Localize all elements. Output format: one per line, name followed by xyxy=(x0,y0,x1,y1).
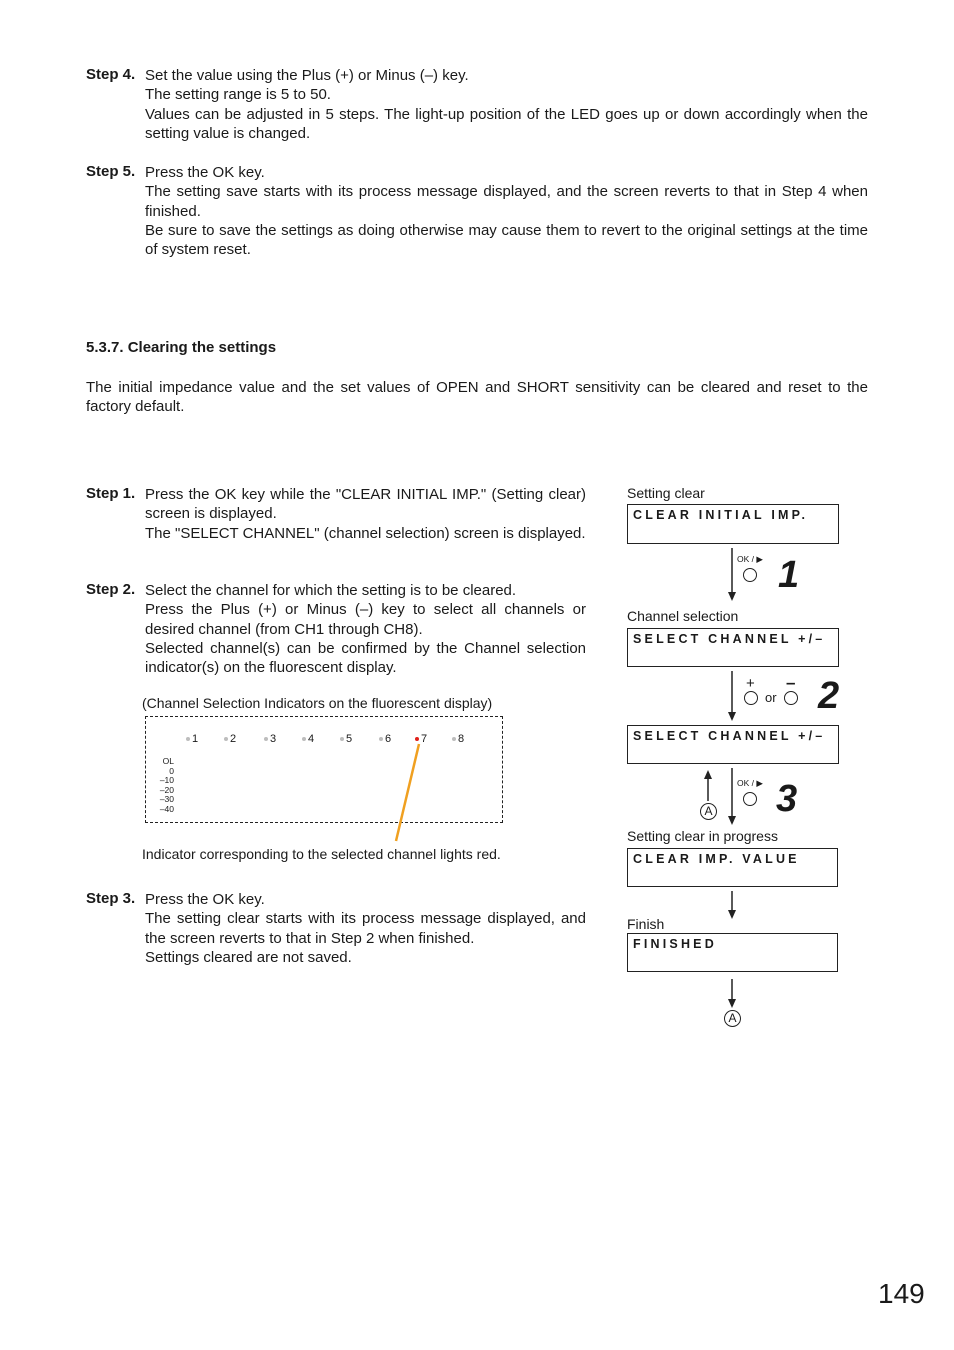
arrowhead-icon xyxy=(728,999,736,1008)
step4-label: Step 4. xyxy=(86,66,136,83)
plus-key-icon xyxy=(744,691,758,705)
level-label: –20 xyxy=(159,784,174,795)
minus-key-label: – xyxy=(786,673,796,692)
ok-key-label: OK / ▶ xyxy=(737,778,763,788)
plus-key-label: + xyxy=(746,675,755,692)
lcd-screen-select-channel-2: SELECT CHANNEL +/– xyxy=(627,725,839,764)
lcd-screen-finished: FINISHED xyxy=(627,933,838,972)
clear-step2-line: Selected channel(s) can be confirmed by the Channel selection indicator(s) on the fluorescent display. xyxy=(145,639,586,677)
clear-step2-line: Select the channel for which the setting is to be cleared. xyxy=(145,582,517,599)
channel-number: 3 xyxy=(270,733,277,745)
ok-key-icon xyxy=(743,568,757,582)
in-progress-label: Setting clear in progress xyxy=(627,828,778,844)
level-label: –30 xyxy=(159,794,174,805)
ok-key-label: OK / ▶ xyxy=(737,554,763,564)
step-number-2: 2 xyxy=(818,675,840,717)
clear-step2-label: Step 2. xyxy=(86,581,136,598)
step4-line: Set the value using the Plus (+) or Minus (–) key. xyxy=(145,67,469,84)
indicator-caption: (Channel Selection Indicators on the fluorescent display) xyxy=(142,695,493,711)
section-intro: The initial impedance value and the set values of OPEN and SHORT sensitivity can be cleared and reset to the factory default. xyxy=(86,379,868,416)
setting-clear-label: Setting clear xyxy=(627,485,705,501)
arrowhead-icon xyxy=(728,816,736,825)
channel-number: 4 xyxy=(308,733,315,745)
step5-label: Step 5. xyxy=(86,163,136,180)
marker-a-icon: A xyxy=(724,1010,741,1027)
arrowhead-icon xyxy=(728,592,736,601)
channel-number: 5 xyxy=(346,733,353,745)
clear-step2-line: Press the Plus (+) or Minus (–) key to select all channels or desired channel (from CH1 through CH8). xyxy=(145,601,586,638)
step5-line: The setting save starts with its process message displayed, and the screen reverts to that in Step 4 when finished. xyxy=(145,183,868,220)
minus-key-icon xyxy=(784,691,798,705)
ok-key-icon xyxy=(743,792,757,806)
section-heading: 5.3.7. Clearing the settings xyxy=(86,339,277,356)
step-number-1: 1 xyxy=(778,554,800,596)
clear-step3-line: Settings cleared are not saved. xyxy=(145,948,352,966)
finish-label: Finish xyxy=(627,916,665,932)
step4-line: The setting range is 5 to 50. xyxy=(145,86,331,104)
marker-a-icon: A xyxy=(700,803,717,820)
clear-step3-line: The setting clear starts with its process message displayed, and the screen reverts to that in Step 2 when finished. xyxy=(145,910,586,947)
level-label: –40 xyxy=(159,803,174,814)
clear-step1-line: The "SELECT CHANNEL" (channel selection) screen is displayed. xyxy=(145,524,586,542)
lcd-screen-clear-imp-value: CLEAR IMP. VALUE xyxy=(627,848,838,887)
page-number: 149 xyxy=(878,1278,925,1309)
step5-line: Be sure to save the settings as doing otherwise may cause them to revert to the original settings at the time of system reset. xyxy=(145,221,868,259)
indicator-note: Indicator corresponding to the selected channel lights red. xyxy=(142,846,501,862)
level-label: 0 xyxy=(169,765,174,776)
or-label: or xyxy=(765,690,777,705)
channel-number: 6 xyxy=(385,733,392,745)
channel-selection-label: Channel selection xyxy=(627,608,739,624)
channel-number: 1 xyxy=(192,733,199,745)
arrowhead-icon xyxy=(704,770,712,779)
step-number-3: 3 xyxy=(776,778,798,820)
arrowhead-icon xyxy=(728,712,736,721)
level-label: –10 xyxy=(159,775,174,786)
step5-line: Press the OK key. xyxy=(145,164,265,181)
lcd-screen-clear-initial: CLEAR INITIAL IMP. xyxy=(627,504,839,544)
clear-step1-line: Press the OK key while the "CLEAR INITIAL IMP." (Setting clear) screen is displayed. xyxy=(145,486,586,523)
clear-step1-label: Step 1. xyxy=(86,485,136,502)
arrowhead-icon xyxy=(728,910,736,919)
channel-number: 8 xyxy=(458,733,465,745)
level-label: OL xyxy=(162,756,174,766)
clear-step3-label: Step 3. xyxy=(86,890,136,907)
lcd-screen-select-channel: SELECT CHANNEL +/– xyxy=(627,628,839,667)
step4-line: Values can be adjusted in 5 steps. The light-up position of the LED goes up or down accordingly when the setting value is changed. xyxy=(145,105,868,142)
channel-number: 2 xyxy=(230,733,237,745)
channel-number: 7 xyxy=(421,733,428,745)
clear-step3-line: Press the OK key. xyxy=(145,891,265,908)
